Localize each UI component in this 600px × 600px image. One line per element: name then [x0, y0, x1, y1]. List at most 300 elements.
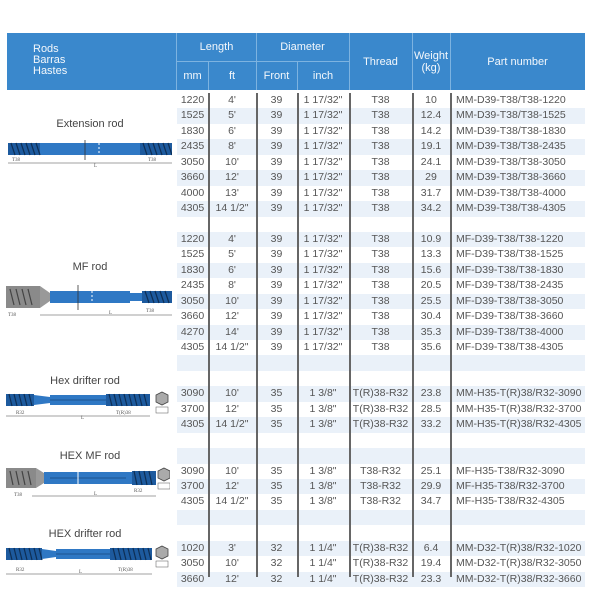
cell-mm: [177, 355, 208, 370]
cell-front: [256, 525, 297, 540]
cell-weight: 29.9: [420, 479, 442, 492]
hex-section-icon: [156, 392, 168, 413]
cell-inch: 1 17/32": [303, 94, 343, 106]
cell-thread: T38: [371, 109, 390, 122]
diameter-header: Diameter: [280, 41, 325, 53]
cell-part: MM-D39-T38/T38-4305: [456, 202, 566, 215]
cell-ft: 10': [225, 464, 239, 477]
spacer-row: [177, 217, 585, 232]
cell-thread: T38-R32: [360, 495, 401, 508]
cell-mm: 4305: [180, 495, 205, 508]
table-row: [177, 309, 585, 324]
cell-inch: [297, 448, 349, 463]
cell-mm: 4305: [180, 341, 205, 353]
svg-text:T38: T38: [148, 158, 157, 163]
table-row: [177, 464, 585, 479]
cell-front: 39: [270, 140, 283, 153]
rods-header: [33, 44, 67, 77]
table-row: [177, 155, 585, 170]
cell-part: [450, 217, 585, 232]
cell-thread: T38: [371, 294, 390, 307]
cell-part: MM-D39-T38/T38-4000: [456, 186, 566, 199]
cell-ft: [208, 525, 256, 540]
rods-label-fr: Hastes: [33, 65, 68, 77]
cell-weight: 19.1: [420, 140, 442, 153]
cell-weight: 23.8: [420, 387, 442, 400]
cell-front: 39: [270, 186, 283, 199]
cell-inch: [297, 355, 349, 370]
spacer-row: [177, 371, 585, 386]
cell-mm: [177, 448, 208, 463]
table-row: [177, 186, 585, 201]
cell-mm: 1525: [180, 248, 205, 261]
svg-text:R32: R32: [16, 411, 25, 416]
cell-front: 35: [270, 418, 283, 431]
cell-part: MF-D39-T38/T38-3660: [456, 310, 564, 323]
table-row: [177, 201, 585, 216]
cell-front: [256, 448, 297, 463]
mf-rod-drawing: [6, 283, 172, 319]
hex-drifter-rod-drawing: [6, 389, 170, 421]
cell-thread: T(R)38-R32: [352, 572, 409, 585]
table-row: [177, 402, 585, 417]
cell-part: MF-D39-T38/T38-3050: [456, 294, 564, 307]
table-row: [177, 572, 585, 587]
cell-inch: 1 17/32": [303, 279, 343, 292]
cell-part: [450, 510, 585, 525]
cell-ft: 10': [225, 387, 239, 400]
cell-front: 35: [270, 479, 283, 492]
cell-weight: [412, 217, 450, 232]
spacer-row: [177, 448, 585, 463]
cell-mm: 2435: [180, 140, 205, 153]
cell-thread: T38: [371, 124, 390, 137]
cell-inch: [297, 510, 349, 525]
cell-mm: [177, 371, 208, 386]
cell-mm: 4305: [180, 202, 205, 215]
cell-front: 39: [270, 325, 283, 338]
table-row: [177, 294, 585, 309]
cell-inch: [297, 217, 349, 232]
svg-text:T38: T38: [146, 309, 155, 314]
cell-ft: 12': [225, 479, 239, 492]
cell-weight: 34.7: [420, 495, 442, 508]
cell-ft: 8': [228, 279, 236, 292]
cell-thread: T38: [371, 248, 390, 261]
cell-weight: [412, 355, 450, 370]
cell-front: [256, 355, 297, 370]
cell-weight: 24.1: [420, 155, 442, 168]
cell-ft: [208, 355, 256, 370]
column-divider: [297, 93, 299, 577]
cell-front: 35: [270, 402, 283, 415]
cell-part: MF-H35-T38/R32-3700: [456, 479, 565, 492]
cell-part: MM-D32-T(R)38/R32-3660: [456, 572, 582, 585]
cell-ft: 14 1/2": [215, 341, 249, 353]
weight-header-line1: Weight: [413, 49, 449, 62]
length-header: Length: [199, 41, 234, 53]
cell-front: 35: [270, 495, 283, 508]
cell-weight: 25.5: [420, 294, 442, 307]
cell-mm: 3660: [180, 171, 205, 184]
cell-ft: 10': [225, 155, 239, 168]
inch-header: inch: [312, 70, 334, 82]
cell-part: MF-D39-T38/T38-4305: [456, 341, 564, 353]
cell-thread: [349, 510, 412, 525]
cell-thread: T38-R32: [360, 479, 401, 492]
cell-inch: 1 1/4": [309, 557, 337, 570]
cell-ft: 10': [225, 557, 239, 570]
cell-weight: 29: [425, 171, 437, 184]
spacer-row: [177, 525, 585, 540]
cell-inch: 1 17/32": [303, 202, 343, 215]
svg-text:T(R)38: T(R)38: [116, 411, 131, 416]
cell-ft: 6': [228, 124, 236, 137]
cell-weight: 35.6: [420, 341, 442, 353]
cell-part: MF-D39-T38/T38-1830: [456, 263, 564, 276]
cell-front: 35: [270, 464, 283, 477]
cell-part: MF-H35-T38/R32-3090: [456, 464, 565, 477]
cell-inch: 1 17/32": [303, 263, 343, 276]
column-divider: [450, 93, 452, 577]
cell-inch: 1 17/32": [303, 310, 343, 323]
svg-text:R32: R32: [16, 568, 25, 573]
cell-front: 39: [270, 279, 283, 292]
table-row: [177, 541, 585, 556]
cell-inch: 1 3/8": [309, 402, 337, 415]
cell-inch: 1 17/32": [303, 294, 343, 307]
cell-part: MM-D32-T(R)38/R32-1020: [456, 541, 582, 554]
cell-part: MF-D39-T38/T38-1220: [456, 232, 564, 245]
table-row: [177, 417, 585, 432]
cell-weight: 13.3: [420, 248, 442, 261]
table-row: [177, 386, 585, 401]
cell-mm: 1830: [180, 124, 205, 137]
cell-mm: 1220: [180, 94, 205, 106]
rods-label-es: Barras: [33, 54, 66, 66]
cell-mm: 1830: [180, 263, 205, 276]
cell-mm: 1020: [180, 541, 205, 554]
extension-rod-drawing: [8, 138, 172, 168]
cell-ft: 14 1/2": [215, 495, 249, 508]
cell-inch: 1 3/8": [309, 495, 337, 508]
cell-mm: 4305: [180, 418, 205, 431]
hex-mf-rod-label: HEX MF rod: [59, 450, 121, 462]
cell-thread: T38: [371, 155, 390, 168]
cell-front: 39: [270, 124, 283, 137]
cell-mm: 2435: [180, 279, 205, 292]
cell-part: [450, 525, 585, 540]
svg-text:L: L: [109, 311, 113, 316]
table-row: [177, 278, 585, 293]
cell-inch: [297, 371, 349, 386]
svg-text:L: L: [94, 164, 98, 168]
thread-label-left: T38: [12, 158, 21, 163]
cell-thread: T(R)38-R32: [352, 418, 409, 431]
cell-part: MF-D39-T38/T38-4000: [456, 325, 564, 338]
cell-ft: 5': [228, 248, 236, 261]
cell-thread: [349, 448, 412, 463]
cell-thread: T38: [371, 325, 390, 338]
cell-inch: 1 17/32": [303, 341, 343, 353]
cell-mm: [177, 433, 208, 448]
cell-ft: 14 1/2": [215, 418, 249, 431]
cell-front: 32: [270, 572, 283, 585]
cell-mm: 1525: [180, 109, 205, 122]
cell-inch: 1 17/32": [303, 109, 343, 122]
cell-ft: 13': [225, 186, 239, 199]
cell-inch: 1 17/32": [303, 248, 343, 261]
cell-ft: 12': [225, 402, 239, 415]
cell-inch: 1 17/32": [303, 171, 343, 184]
cell-inch: 1 17/32": [303, 325, 343, 338]
cell-weight: 20.5: [420, 279, 442, 292]
cell-inch: [297, 433, 349, 448]
cell-front: 39: [270, 202, 283, 215]
cell-inch: 1 1/4": [309, 572, 337, 585]
svg-text:T38: T38: [14, 493, 23, 498]
hex-drifter-rod-2-label: HEX drifter rod: [48, 528, 122, 540]
table-row: [177, 170, 585, 185]
cell-front: 39: [270, 171, 283, 184]
cell-weight: 6.4: [423, 541, 439, 554]
table-row: [177, 108, 585, 123]
cell-inch: 1 1/4": [309, 541, 337, 554]
cell-thread: T38: [371, 186, 390, 199]
cell-mm: 3090: [180, 464, 205, 477]
cell-front: 39: [270, 248, 283, 261]
cell-thread: [349, 525, 412, 540]
cell-weight: 25.1: [420, 464, 442, 477]
cell-part: MM-D39-T38/T38-3050: [456, 155, 566, 168]
cell-thread: T38: [371, 341, 390, 353]
table-row: [177, 93, 585, 108]
cell-weight: 31.7: [420, 186, 442, 199]
cell-weight: 14.2: [420, 124, 442, 137]
cell-inch: 1 3/8": [309, 479, 337, 492]
thread-header: Thread: [363, 55, 398, 68]
cell-mm: 4000: [180, 186, 205, 199]
cell-inch: 1 17/32": [303, 124, 343, 137]
cell-weight: [412, 448, 450, 463]
cell-weight: 30.4: [420, 310, 442, 323]
table-row: [177, 247, 585, 262]
cell-part: MM-H35-T(R)38/R32-4305: [456, 418, 582, 431]
cell-mm: 3700: [180, 402, 205, 415]
cell-weight: [412, 525, 450, 540]
part-number-header: Part number: [487, 55, 548, 68]
cell-thread: T(R)38-R32: [352, 387, 409, 400]
cell-weight: [412, 371, 450, 386]
mf-rod-label: MF rod: [72, 261, 108, 273]
cell-thread: T(R)38-R32: [352, 557, 409, 570]
table-row: [177, 139, 585, 154]
table-row: [177, 494, 585, 509]
cell-part: [450, 371, 585, 386]
cell-ft: 4': [228, 94, 236, 106]
cell-thread: [349, 433, 412, 448]
cell-front: 39: [270, 341, 283, 353]
svg-text:L: L: [94, 492, 98, 497]
hex-mf-rod-drawing: [6, 465, 170, 501]
table-row: [177, 232, 585, 247]
cell-inch: 1 3/8": [309, 418, 337, 431]
cell-front: 32: [270, 557, 283, 570]
cell-mm: 3660: [180, 310, 205, 323]
cell-inch: 1 17/32": [303, 140, 343, 153]
weight-header: [412, 33, 450, 90]
column-divider: [412, 93, 414, 577]
cell-weight: 10.9: [420, 232, 442, 245]
cell-ft: 10': [225, 294, 239, 307]
cell-part: [450, 433, 585, 448]
hex-drifter-rod-label: Hex drifter rod: [50, 375, 120, 387]
cell-mm: 3050: [180, 294, 205, 307]
cell-inch: 1 3/8": [309, 464, 337, 477]
cell-part: MM-H35-T(R)38/R32-3090: [456, 387, 582, 400]
cell-front: 39: [270, 94, 283, 106]
cell-part: MM-D32-T(R)38/R32-3050: [456, 557, 582, 570]
cell-thread: T(R)38-R32: [352, 402, 409, 415]
cell-thread: T38: [371, 232, 390, 245]
cell-part: MF-D39-T38/T38-2435: [456, 279, 564, 292]
cell-ft: 12': [225, 171, 239, 184]
cell-weight: 28.5: [420, 402, 442, 415]
cell-ft: [208, 217, 256, 232]
table-body: [177, 93, 585, 587]
cell-ft: 12': [225, 572, 239, 585]
column-divider: [208, 93, 210, 577]
cell-thread: [349, 217, 412, 232]
cell-front: 32: [270, 541, 283, 554]
cell-inch: 1 17/32": [303, 155, 343, 168]
cell-inch: 1 3/8": [309, 387, 337, 400]
cell-front: 35: [270, 387, 283, 400]
cell-part: MF-H35-T38/R32-4305: [456, 495, 565, 508]
cell-thread: [349, 355, 412, 370]
cell-ft: 14': [225, 325, 239, 338]
cell-weight: 15.6: [420, 263, 442, 276]
cell-front: 39: [270, 263, 283, 276]
cell-weight: [412, 433, 450, 448]
cell-front: 39: [270, 232, 283, 245]
cell-ft: 14 1/2": [215, 202, 249, 215]
table-header: [7, 33, 585, 90]
table-row: [177, 556, 585, 571]
cell-thread: T38: [371, 94, 390, 106]
cell-weight: 12.4: [420, 109, 442, 122]
cell-inch: 1 17/32": [303, 232, 343, 245]
cell-front: 39: [270, 109, 283, 122]
cell-thread: T38: [371, 279, 390, 292]
cell-front: 39: [270, 155, 283, 168]
weight-header-line2: (kg): [421, 61, 441, 74]
cell-ft: 5': [228, 109, 236, 122]
table-row: [177, 340, 585, 355]
table-row: [177, 479, 585, 494]
svg-text:T(R)38: T(R)38: [118, 568, 133, 573]
cell-mm: [177, 217, 208, 232]
cell-part: MM-H35-T(R)38/R32-3700: [456, 402, 582, 415]
cell-weight: 33.2: [420, 418, 442, 431]
column-divider: [349, 93, 351, 577]
extension-rod-label: Extension rod: [56, 118, 124, 130]
cell-part: [450, 355, 585, 370]
cell-part: MM-D39-T38/T38-1830: [456, 124, 566, 137]
cell-mm: [177, 510, 208, 525]
cell-front: 39: [270, 310, 283, 323]
cell-ft: [208, 448, 256, 463]
cell-ft: 12': [225, 310, 239, 323]
cell-thread: T38: [371, 171, 390, 184]
cell-ft: 6': [228, 263, 236, 276]
cell-thread: [349, 371, 412, 386]
cell-front: [256, 433, 297, 448]
cell-front: 39: [270, 294, 283, 307]
cell-ft: 8': [228, 140, 236, 153]
hex-section-icon: [158, 468, 170, 489]
table-row: [177, 325, 585, 340]
cell-mm: 3050: [180, 155, 205, 168]
svg-text:L: L: [79, 570, 83, 575]
cell-front: [256, 371, 297, 386]
cell-mm: 4270: [180, 325, 205, 338]
mm-header: mm: [183, 70, 202, 82]
cell-weight: 19.4: [420, 557, 442, 570]
spacer-row: [177, 433, 585, 448]
front-header: Front: [263, 70, 290, 82]
cell-thread: T38: [371, 263, 390, 276]
cell-part: MM-D39-T38/T38-2435: [456, 140, 566, 153]
cell-mm: 3660: [180, 572, 205, 585]
svg-text:L: L: [81, 416, 85, 421]
cell-weight: 10: [425, 94, 437, 106]
cell-ft: [208, 371, 256, 386]
hex-section-icon: [156, 546, 168, 567]
cell-inch: [297, 525, 349, 540]
cell-weight: [412, 510, 450, 525]
cell-mm: 1220: [180, 232, 205, 245]
cell-ft: 3': [228, 541, 236, 554]
cell-thread: T38-R32: [360, 464, 401, 477]
cell-part: [450, 448, 585, 463]
cell-part: MF-D39-T38/T38-1525: [456, 248, 564, 261]
cell-part: MM-D39-T38/T38-3660: [456, 171, 566, 184]
table-row: [177, 263, 585, 278]
spacer-row: [177, 510, 585, 525]
rods-label-en: Rods: [33, 43, 59, 55]
svg-text:T38: T38: [8, 313, 17, 318]
cell-front: [256, 217, 297, 232]
cell-mm: 3090: [180, 387, 205, 400]
ft-header: ft: [228, 70, 236, 82]
cell-weight: 34.2: [420, 202, 442, 215]
hex-drifter-rod-2-drawing: [6, 543, 170, 579]
column-divider: [256, 93, 258, 577]
cell-mm: 3700: [180, 479, 205, 492]
cell-front: [256, 510, 297, 525]
cell-inch: 1 17/32": [303, 186, 343, 199]
cell-weight: 23.3: [420, 572, 442, 585]
cell-part: MM-D39-T38/T38-1525: [456, 109, 566, 122]
cell-ft: [208, 510, 256, 525]
cell-part: MM-D39-T38/T38-1220: [456, 94, 566, 106]
svg-text:R32: R32: [134, 489, 143, 494]
cell-thread: T38: [371, 140, 390, 153]
cell-weight: 35.3: [420, 325, 442, 338]
cell-mm: 3050: [180, 557, 205, 570]
cell-mm: [177, 525, 208, 540]
